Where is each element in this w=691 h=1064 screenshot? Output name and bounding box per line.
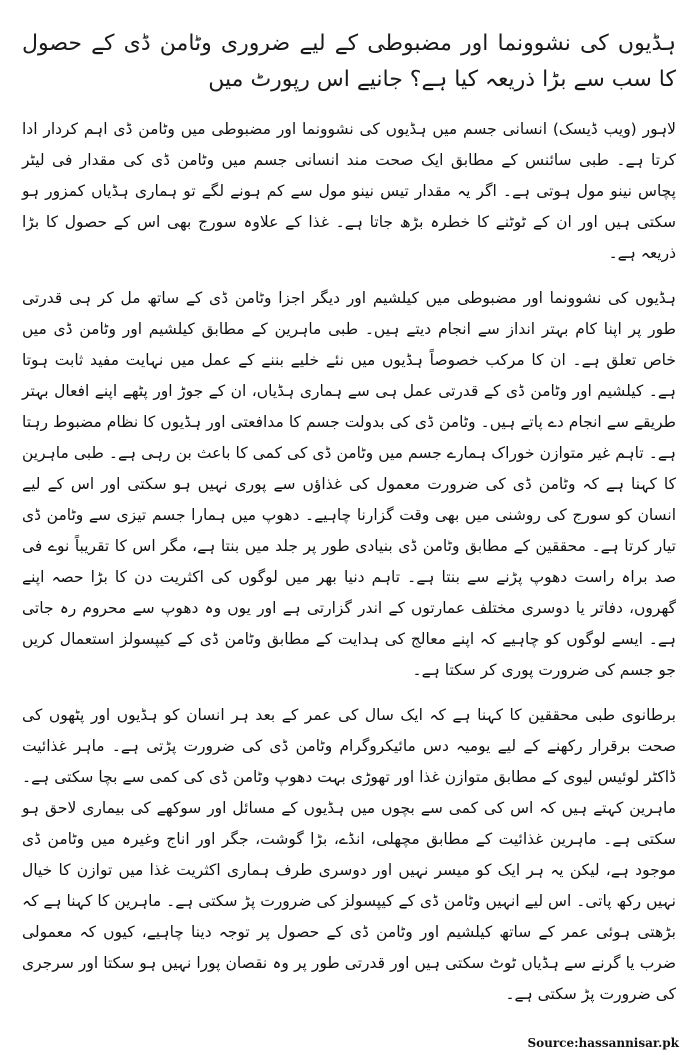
article <box>22 26 676 1024</box>
article-title: ہڈیوں کی نشوونما اور مضبوطی کے لیے ضروری وٹامن ڈی کے حصول کا سب سے بڑا ذریعہ کیا ہے؟ جانیے اس رپورٹ میں <box>22 31 676 92</box>
source-credit: Source:hassannisar.pk <box>527 1036 679 1050</box>
article-paragraph-1: لاہور (ویب ڈیسک) انسانی جسم میں ہڈیوں کی نشوونما اور مضبوطی میں وٹامن ڈی اہم کردار ادا کرتا ہے۔ طبی سائنس کے مطابق ایک صحت مند انسانی جسم میں وٹامن ڈی کی مقدار فی لیٹر پچاس نینو مول ہوتی ہے۔ اگر یہ مقدار تیس نینو مول سے کم ہونے لگے تو ہماری ہڈیاں کمزور ہو سکتی ہیں اور ان کے ٹوٹنے کا خطرہ بڑھ جاتا ہے۔ غذا کے علاوہ سورج بھی اس کے حصول کا بڑا ذریعہ ہے۔ <box>22 120 676 262</box>
article-paragraph-2: ہڈیوں کی نشوونما اور مضبوطی میں کیلشیم اور دیگر اجزا وٹامن ڈی کے ساتھ مل کر ہی قدرتی طور پر اپنا کام بہتر انداز سے انجام دیتے ہیں۔ طبی ماہرین کے مطابق کیلشیم اور وٹامن ڈی میں خاص تعلق ہے۔ ان کا مرکب خصوصاً ہڈیوں میں نئے خلیے بننے کے عمل میں نہایت مفید ثابت ہوتا ہے۔ کیلشیم اور وٹامن ڈی کے قدرتی عمل ہی سے ہماری ہڈیاں، ان کے جوڑ اور پٹھے اپنے افعال بہتر طریقے سے انجام دے پاتے ہیں۔ وٹامن ڈی کی بدولت جسم کا مدافعتی اور ہڈیوں کا نظام مضبوط رہتا ہے۔ تاہم غیر متوازن خوراک ہمارے جسم میں وٹامن ڈی کی کمی کا باعث بن رہی ہے۔ طبی ماہرین کا کہنا ہے کہ وٹامن ڈی کی ضرورت معمول کی غذاؤں سے پوری نہیں ہو سکتی اور اس کے لیے انسان کو سورج کی روشنی میں بھی وقت گزارنا چاہیے۔ دھوپ میں ہمارا جسم تیزی سے وٹامن ڈی تیار کرتا ہے۔ محققین کے مطابق وٹامن ڈی بنیادی طور پر جلد میں بنتا ہے، مگر اس کا تقریباً نوے فی صد براہ راست دھوپ پڑنے سے بنتا ہے۔ تاہم دنیا بھر میں لوگوں کی اکثریت دن کا بڑا حصہ اپنے گھروں، دفاتر یا دوسری مختلف عمارتوں کے اندر گزارتی ہے اور یوں وہ دھوپ سے محروم رہ جاتی ہے۔ ایسے لوگوں کو چاہیے کہ اپنے معالج کی ہدایت کے مطابق وٹامن ڈی کے کیپسولز استعمال کریں جو جسم کی ضرورت پوری کر سکتا ہے۔ <box>22 289 676 679</box>
article-paragraph-3: برطانوی طبی محققین کا کہنا ہے کہ ایک سال کی عمر کے بعد ہر انسان کو ہڈیوں اور پٹھوں کی صحت برقرار رکھنے کے لیے یومیہ دس مائیکروگرام وٹامن ڈی کی ضرورت پڑتی ہے۔ ماہر غذائیت ڈاکٹر لوئیس لیوی کے مطابق متوازن غذا اور تھوڑی بہت دھوپ وٹامن ڈی کی کمی سے بچا سکتی ہے۔ ماہرین کہتے ہیں کہ اس کی کمی سے بچوں میں ہڈیوں کے مسائل اور سوکھے کی بیماری لاحق ہو سکتی ہے۔ ماہرین غذائیت کے مطابق مچھلی، انڈے، بڑا گوشت، جگر اور اناج وغیرہ میں وٹامن ڈی موجود ہے، لیکن یہ ہر ایک کو میسر نہیں اور دوسری طرف ہماری اکثریت غذا میں توازن کا خیال نہیں رکھ پاتی۔ اس لیے انہیں وٹامن ڈی کے کیپسولز کی ضرورت پڑ سکتی ہے۔ ماہرین کا کہنا ہے کہ بڑھتی ہوئی عمر کے ساتھ کیلشیم اور وٹامن ڈی کے حصول پر توجہ دینا چاہیے، کیوں کہ معمولی ضرب یا گرنے سے ہڈیاں ٹوٹ سکتی ہیں اور قدرتی طور پر وہ نقصان پورا نہیں ہو سکتا اور سرجری کی ضرورت پڑ سکتی ہے۔ <box>22 706 676 1003</box>
